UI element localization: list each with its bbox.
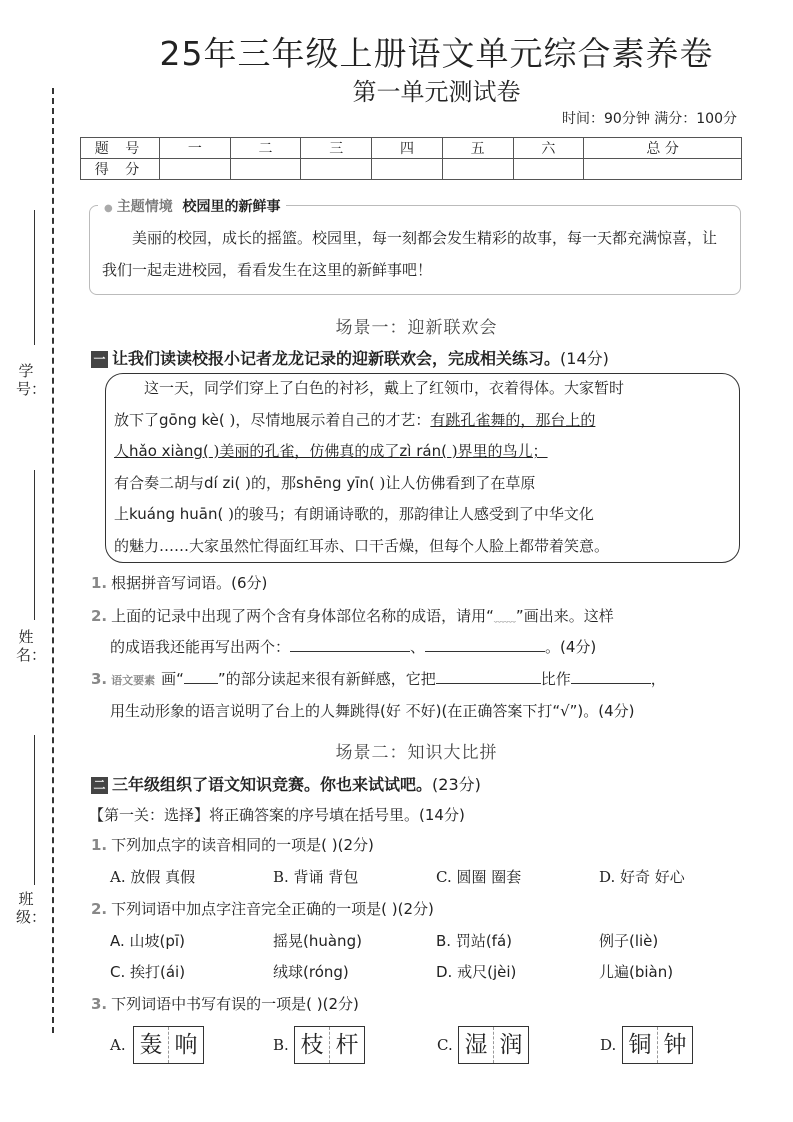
option-b[interactable]: B. 背诵 背包 [273, 868, 359, 886]
underlined-text: 人 [114, 442, 130, 460]
binding-strip [0, 0, 80, 1122]
theme-title: 校园里的新鲜事 [182, 199, 281, 215]
answer-blank[interactable] [571, 669, 651, 684]
option-b-label[interactable]: B. [273, 1036, 289, 1054]
passage-line: 这一天，同学们穿上了白色的衬衫，戴上了红领巾，衣着得体。大家暂时 [144, 379, 625, 397]
stage-one-instruction: 【第一关：选择】将正确答案的序号填在括号里。(14分) [89, 806, 465, 824]
pinyin: gōng kè( [159, 410, 225, 429]
score-cell[interactable] [513, 159, 584, 180]
text-run: 有合奏二胡与 [114, 473, 205, 492]
page-title: 25年三年级上册语文单元综合素养卷 [159, 34, 714, 73]
element-badge: 语文要素 [111, 674, 156, 687]
question-2-2 [91, 898, 434, 919]
char-cell: 钟 [657, 1027, 692, 1063]
option-c-label[interactable]: C. [437, 1036, 453, 1054]
class-label: 班级： [16, 890, 47, 926]
score-cell[interactable] [301, 159, 372, 180]
option-a-word2: 摇晃(huàng) [273, 932, 362, 950]
option-d-chars[interactable] [622, 1026, 693, 1064]
wavy-line-mark: ﹏﹏ [493, 611, 516, 624]
question-number: 2. [91, 607, 108, 625]
char-cell: 轰 [139, 1032, 163, 1058]
question-text: 根据拼音写词语。(6分) [111, 574, 268, 592]
option-a-label[interactable]: A. [110, 1036, 126, 1054]
section-number: 一 [91, 351, 108, 368]
passage-line [114, 468, 734, 500]
question-number: 1. [91, 574, 108, 592]
passage-line [114, 405, 734, 437]
section-points: (23分) [432, 775, 481, 794]
page-subtitle: 第一单元测试卷 [352, 78, 521, 106]
option-d[interactable]: D. 戒尺(jèi) [436, 963, 517, 981]
cut-line [52, 88, 54, 1033]
question-text: ， [650, 670, 666, 688]
section-two-title [91, 772, 481, 795]
section-one-title [91, 346, 609, 369]
section-number: 二 [91, 777, 108, 794]
score-col: 总 分 [584, 138, 742, 159]
scene2-title: 场景二：知识大比拼 [335, 743, 498, 763]
question-number: 3. [91, 670, 108, 688]
score-col: 六 [513, 138, 584, 159]
option-c-chars[interactable] [458, 1026, 529, 1064]
theme-header [98, 196, 286, 216]
char-cell: 杆 [329, 1027, 364, 1063]
section-text: 让我们读读校报小记者龙龙记录的迎新联欢会，完成相关练习。 [112, 349, 561, 368]
separator: 、 [410, 638, 426, 656]
question-number: 2. [91, 900, 108, 918]
question-text: 画“ [161, 670, 184, 688]
question-1-2-cont [110, 636, 596, 657]
theme-text: 美丽的校园，成长的摇篮。校园里，每一刻都会发生精彩的故事，每一天都充满惊喜，让我们一起走进校园，看看发生在这里的新鲜事吧！ [102, 229, 718, 279]
option-a-chars[interactable] [133, 1026, 204, 1064]
question-text: 上面的记录中出现了两个含有身体部位名称的成语，请用“ [111, 607, 494, 625]
score-cell[interactable] [584, 159, 742, 180]
option-d-label[interactable]: D. [600, 1036, 617, 1054]
option-a[interactable]: A. 放假 真假 [110, 868, 196, 886]
char-cell: 枝 [300, 1032, 324, 1058]
answer-blank[interactable] [425, 637, 545, 652]
option-b-word2: 例子(liè) [599, 932, 659, 950]
section-points: (14分) [560, 349, 609, 368]
student-id-label: 学号： [16, 362, 47, 398]
pinyin: zì rán( [399, 442, 447, 460]
score-header-row [81, 138, 742, 159]
option-b[interactable]: B. 罚站(fá) [436, 932, 513, 950]
pinyin: kuáng huān( [129, 505, 224, 523]
question-text: 下列加点字的读音相同的一项是( )(2分) [111, 836, 374, 854]
score-col: 四 [372, 138, 443, 159]
option-d[interactable]: D. 好奇 好心 [599, 868, 685, 886]
answer-blank [184, 669, 218, 684]
option-b-chars[interactable] [294, 1026, 365, 1064]
question-2-3 [91, 993, 359, 1014]
question-2-1 [91, 834, 374, 855]
score-row-label: 得 分 [81, 159, 160, 180]
option-c[interactable]: C. 圆圈 圈套 [436, 868, 522, 886]
student-id-line[interactable] [34, 210, 35, 345]
question-1-2 [91, 605, 614, 626]
question-text: 下列词语中加点字注音完全正确的一项是( )(2分) [111, 900, 434, 918]
question-1-3 [91, 668, 666, 689]
answer-blank[interactable] [290, 637, 410, 652]
option-a[interactable]: A. 山坡(pī) [110, 932, 185, 950]
theme-tag: 主题情境 [116, 199, 173, 215]
question-1-3-cont: 用生动形象的语言说明了台上的人舞跳得(好 不好)(在正确答案下打“√”)。(4分) [110, 702, 635, 720]
char-cell: 铜 [628, 1032, 652, 1058]
option-d-word2: 儿遍(biàn) [599, 963, 674, 981]
score-cell[interactable] [372, 159, 443, 180]
scene1-title: 场景一：迎新联欢会 [335, 318, 498, 338]
name-line[interactable] [34, 470, 35, 620]
score-value-row [81, 159, 742, 180]
text-run: 上 [114, 505, 130, 523]
question-number: 3. [91, 995, 108, 1013]
score-col: 一 [160, 138, 231, 159]
text-run[interactable]: )的，那 [240, 473, 296, 492]
question-text: ”画出来。这样 [515, 607, 614, 625]
underlined-text[interactable]: )美丽的孔雀，仿佛真的成了 [208, 442, 400, 460]
score-col: 二 [230, 138, 301, 159]
question-1-1 [91, 572, 267, 593]
question-text: 。(4分) [545, 638, 597, 656]
class-line[interactable] [34, 735, 35, 885]
option-c[interactable]: C. 挨打(ái) [110, 963, 186, 981]
text-run[interactable]: )的骏马；有朗诵诗歌的，那韵律让人感受到了中华文化 [223, 505, 594, 523]
score-row-label: 题 号 [81, 138, 160, 159]
pinyin: dí zi( [204, 473, 241, 492]
underlined-text[interactable]: )界里的鸟儿； [446, 442, 548, 460]
char-cell: 润 [493, 1027, 528, 1063]
passage-line: 的魅力……大家虽然忙得面红耳赤、口干舌燥，但每个人脸上都带着笑意。 [114, 536, 610, 555]
score-cell[interactable] [442, 159, 513, 180]
pinyin: hǎo xiàng( [129, 442, 209, 460]
passage-line [114, 499, 734, 531]
text-run[interactable]: )，尽情地展示着自己的才艺： [224, 410, 431, 429]
passage [114, 373, 734, 562]
text-run[interactable]: )让人仿佛看到了在草原 [374, 473, 536, 492]
score-col: 三 [301, 138, 372, 159]
passage-line [114, 436, 734, 468]
name-label: 姓名： [16, 628, 47, 664]
text-run: 放下了 [114, 410, 160, 429]
answer-blank[interactable] [436, 669, 541, 684]
question-text: ”的部分读起来很有新鲜感，它把 [217, 670, 436, 688]
question-text: 的成语我还能再写出两个： [110, 638, 291, 656]
score-table [80, 137, 742, 180]
dot-icon: ● [104, 203, 113, 214]
question-text: 比作 [540, 670, 571, 688]
char-cell: 湿 [464, 1032, 488, 1058]
option-c-word2: 绒球(róng) [273, 963, 349, 981]
underlined-text: 有跳孔雀舞的，那台上的 [430, 410, 596, 429]
time-info: 时间：90分钟 满分：100分 [562, 111, 737, 127]
score-cell[interactable] [160, 159, 231, 180]
question-text: 下列词语中书写有误的一项是( )(2分) [111, 995, 359, 1013]
section-text: 三年级组织了语文知识竞赛。你也来试试吧。 [112, 775, 433, 794]
score-cell[interactable] [230, 159, 301, 180]
char-cell: 响 [168, 1027, 203, 1063]
question-number: 1. [91, 836, 108, 854]
score-col: 五 [442, 138, 513, 159]
pinyin: shēng yīn( [296, 473, 375, 492]
